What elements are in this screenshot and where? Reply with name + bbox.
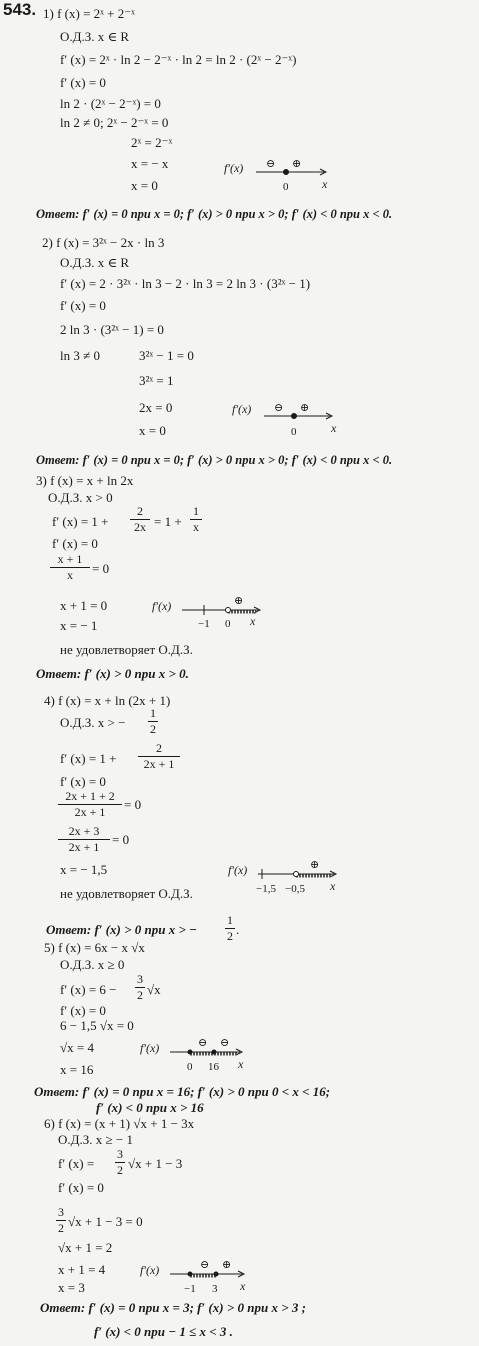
p6-derivative-b: √x + 1 − 3 [128,1156,183,1171]
p3-line: x + 1 = 0 [60,598,108,613]
fraction: 2 2x + 1 [138,742,180,771]
p5-derivative: f′ (x) = 6 − [60,982,117,997]
axis-label: f′(x) [140,1041,160,1055]
plus-sign: ⊕ [310,859,320,871]
tick-label: 0 [187,1061,193,1073]
p1-function: 1) f (x) = 2ˣ + 2⁻ˣ [43,6,135,21]
p2-line: 2x = 0 [139,400,173,415]
p6-domain: О.Д.З. x ≥ − 1 [58,1132,133,1147]
axis-label: f′(x) [152,599,172,613]
plus-sign: ⊕ [234,595,244,607]
p1-line: x = − x [131,156,169,171]
p2-derivative: f′ (x) = 2 · 3²ˣ · ln 3 − 2 · ln 3 = 2 ln 3 · (3²ˣ − 1) [60,276,311,291]
axis-label: f′(x) [228,863,248,877]
p4-line: = 0 [124,797,142,812]
p2-line: 3²ˣ − 1 = 0 [139,348,194,363]
fraction: 3 2 [137,972,143,1002]
p3-domain: О.Д.З. x > 0 [48,490,113,505]
p6-answer: Ответ: f′ (x) = 0 при x = 3; f′ (x) > 0 при x > 3 ; [40,1300,306,1315]
p3-line: x = − 1 [60,618,98,633]
tick-label: 16 [208,1061,219,1073]
p1-line: 2ˣ = 2⁻ˣ [131,135,173,150]
fraction: 1 2 [227,913,233,943]
p1-domain: О.Д.З. x ∈ R [60,29,130,44]
minus-sign: ⊖ [266,158,276,170]
p2-line: x = 0 [139,423,166,438]
tick-label: 0 [291,426,297,438]
p6-function: 6) f (x) = (x + 1) √x + 1 − 3x [44,1116,195,1131]
p3-line: = 0 [92,561,110,576]
p2-line: ln 3 ≠ 0 [60,348,100,363]
p5-line: x = 16 [60,1062,94,1077]
axis-label: f′(x) [224,161,244,175]
x-label: x [250,614,256,628]
p2-answer: Ответ: f′ (x) = 0 при x = 0; f′ (x) > 0 при x > 0; f′ (x) < 0 при x < 0. [36,453,393,467]
p3-derivative-b: = 1 + [154,514,182,529]
problem-number: 543. [3,0,37,19]
p1-answer: Ответ: f′ (x) = 0 при x = 0; f′ (x) > 0 при x > 0; f′ (x) < 0 при x < 0. [36,207,393,221]
p3-function: 3) f (x) = x + ln 2x [36,473,134,488]
p1-line: f′ (x) = 0 [60,75,106,90]
tick-label: −1 [198,618,210,630]
p4-function: 4) f (x) = x + ln (2x + 1) [44,693,171,708]
p4-answer-end: . [236,922,240,937]
p1-line: ln 2 · (2ˣ − 2⁻ˣ) = 0 [60,96,161,111]
p6-line: x + 1 = 4 [58,1262,106,1277]
p4-line: x = − 1,5 [60,862,108,877]
p4-line: f′ (x) = 0 [60,774,106,789]
x-label: x [330,879,336,893]
p3-derivative: f′ (x) = 1 + [52,514,109,529]
tick-label: −0,5 [285,883,305,895]
x-label: x [322,177,328,191]
minus-sign: ⊖ [198,1037,208,1049]
fraction: 1 x [190,505,202,534]
p5-answer-cont: f′ (x) < 0 при x > 16 [96,1100,204,1115]
p4-line: = 0 [112,832,130,847]
plus-sign: ⊕ [300,402,310,414]
p1-line: ln 2 ≠ 0; 2ˣ − 2⁻ˣ = 0 [60,115,169,130]
p2-line: f′ (x) = 0 [60,298,106,313]
minus-sign: ⊖ [200,1259,210,1271]
p6-line: f′ (x) = 0 [58,1180,104,1195]
plus-sign: ⊕ [222,1259,232,1271]
fraction: 3 2 [58,1205,64,1235]
plus-sign: ⊕ [292,158,302,170]
p2-function: 2) f (x) = 3²ˣ − 2x · ln 3 [42,235,165,250]
axis-label: f′(x) [232,402,252,416]
fraction: 2 2x [130,505,150,534]
fraction: 3 2 [117,1147,123,1177]
p6-line: √x + 1 − 3 = 0 [68,1214,143,1229]
minus-sign: ⊖ [220,1037,230,1049]
p2-line: 3²ˣ = 1 [139,373,174,388]
p6-line: √x + 1 = 2 [58,1240,113,1255]
tick-label: 0 [225,618,231,630]
fraction: 2x + 3 2x + 1 [58,825,110,854]
p6-line: x = 3 [58,1280,85,1295]
p2-domain: О.Д.З. x ∈ R [60,255,130,270]
tick-label: −1 [184,1283,196,1295]
p5-answer: Ответ: f′ (x) = 0 при x = 16; f′ (x) > 0 при 0 < x < 16; [34,1084,331,1099]
p5-derivative-b: √x [147,982,161,997]
p3-answer: Ответ: f′ (x) > 0 при x > 0. [36,666,189,681]
p1-line: x = 0 [131,178,158,193]
p1-derivative: f′ (x) = 2ˣ · ln 2 − 2⁻ˣ · ln 2 = ln 2 · (2ˣ − 2⁻ˣ) [60,52,297,67]
p4-answer: Ответ: f′ (x) > 0 при x > − [46,922,197,937]
tick-label: −1,5 [256,883,276,895]
p2-line: 2 ln 3 · (3²ˣ − 1) = 0 [60,322,164,337]
tick-label: 0 [283,181,289,193]
fraction: 2x + 1 + 2 2x + 1 [58,790,122,819]
p5-line: 6 − 1,5 √x = 0 [60,1018,134,1033]
p3-line: f′ (x) = 0 [52,536,98,551]
p5-line: f′ (x) = 0 [60,1003,106,1018]
fraction: 1 2 [150,706,156,736]
tick-label: 3 [212,1283,218,1295]
p5-function: 5) f (x) = 6x − x √x [44,940,145,955]
p4-derivative: f′ (x) = 1 + [60,751,117,766]
p5-domain: О.Д.З. x ≥ 0 [60,957,125,972]
x-label: x [331,421,337,435]
p6-answer-cont: f′ (x) < 0 при − 1 ≤ x < 3 . [94,1324,233,1339]
fraction: x + 1 x [50,553,90,582]
p3-line: не удовлетворяет О.Д.З. [60,642,193,657]
x-label: x [240,1279,246,1293]
p5-line: √x = 4 [60,1040,94,1055]
axis-label: f′(x) [140,1263,160,1277]
p4-domain: О.Д.З. x > − [60,715,126,730]
minus-sign: ⊖ [274,402,284,414]
x-label: x [238,1057,244,1071]
p4-line: не удовлетворяет О.Д.З. [60,886,193,901]
p6-derivative: f′ (x) = [58,1156,95,1171]
